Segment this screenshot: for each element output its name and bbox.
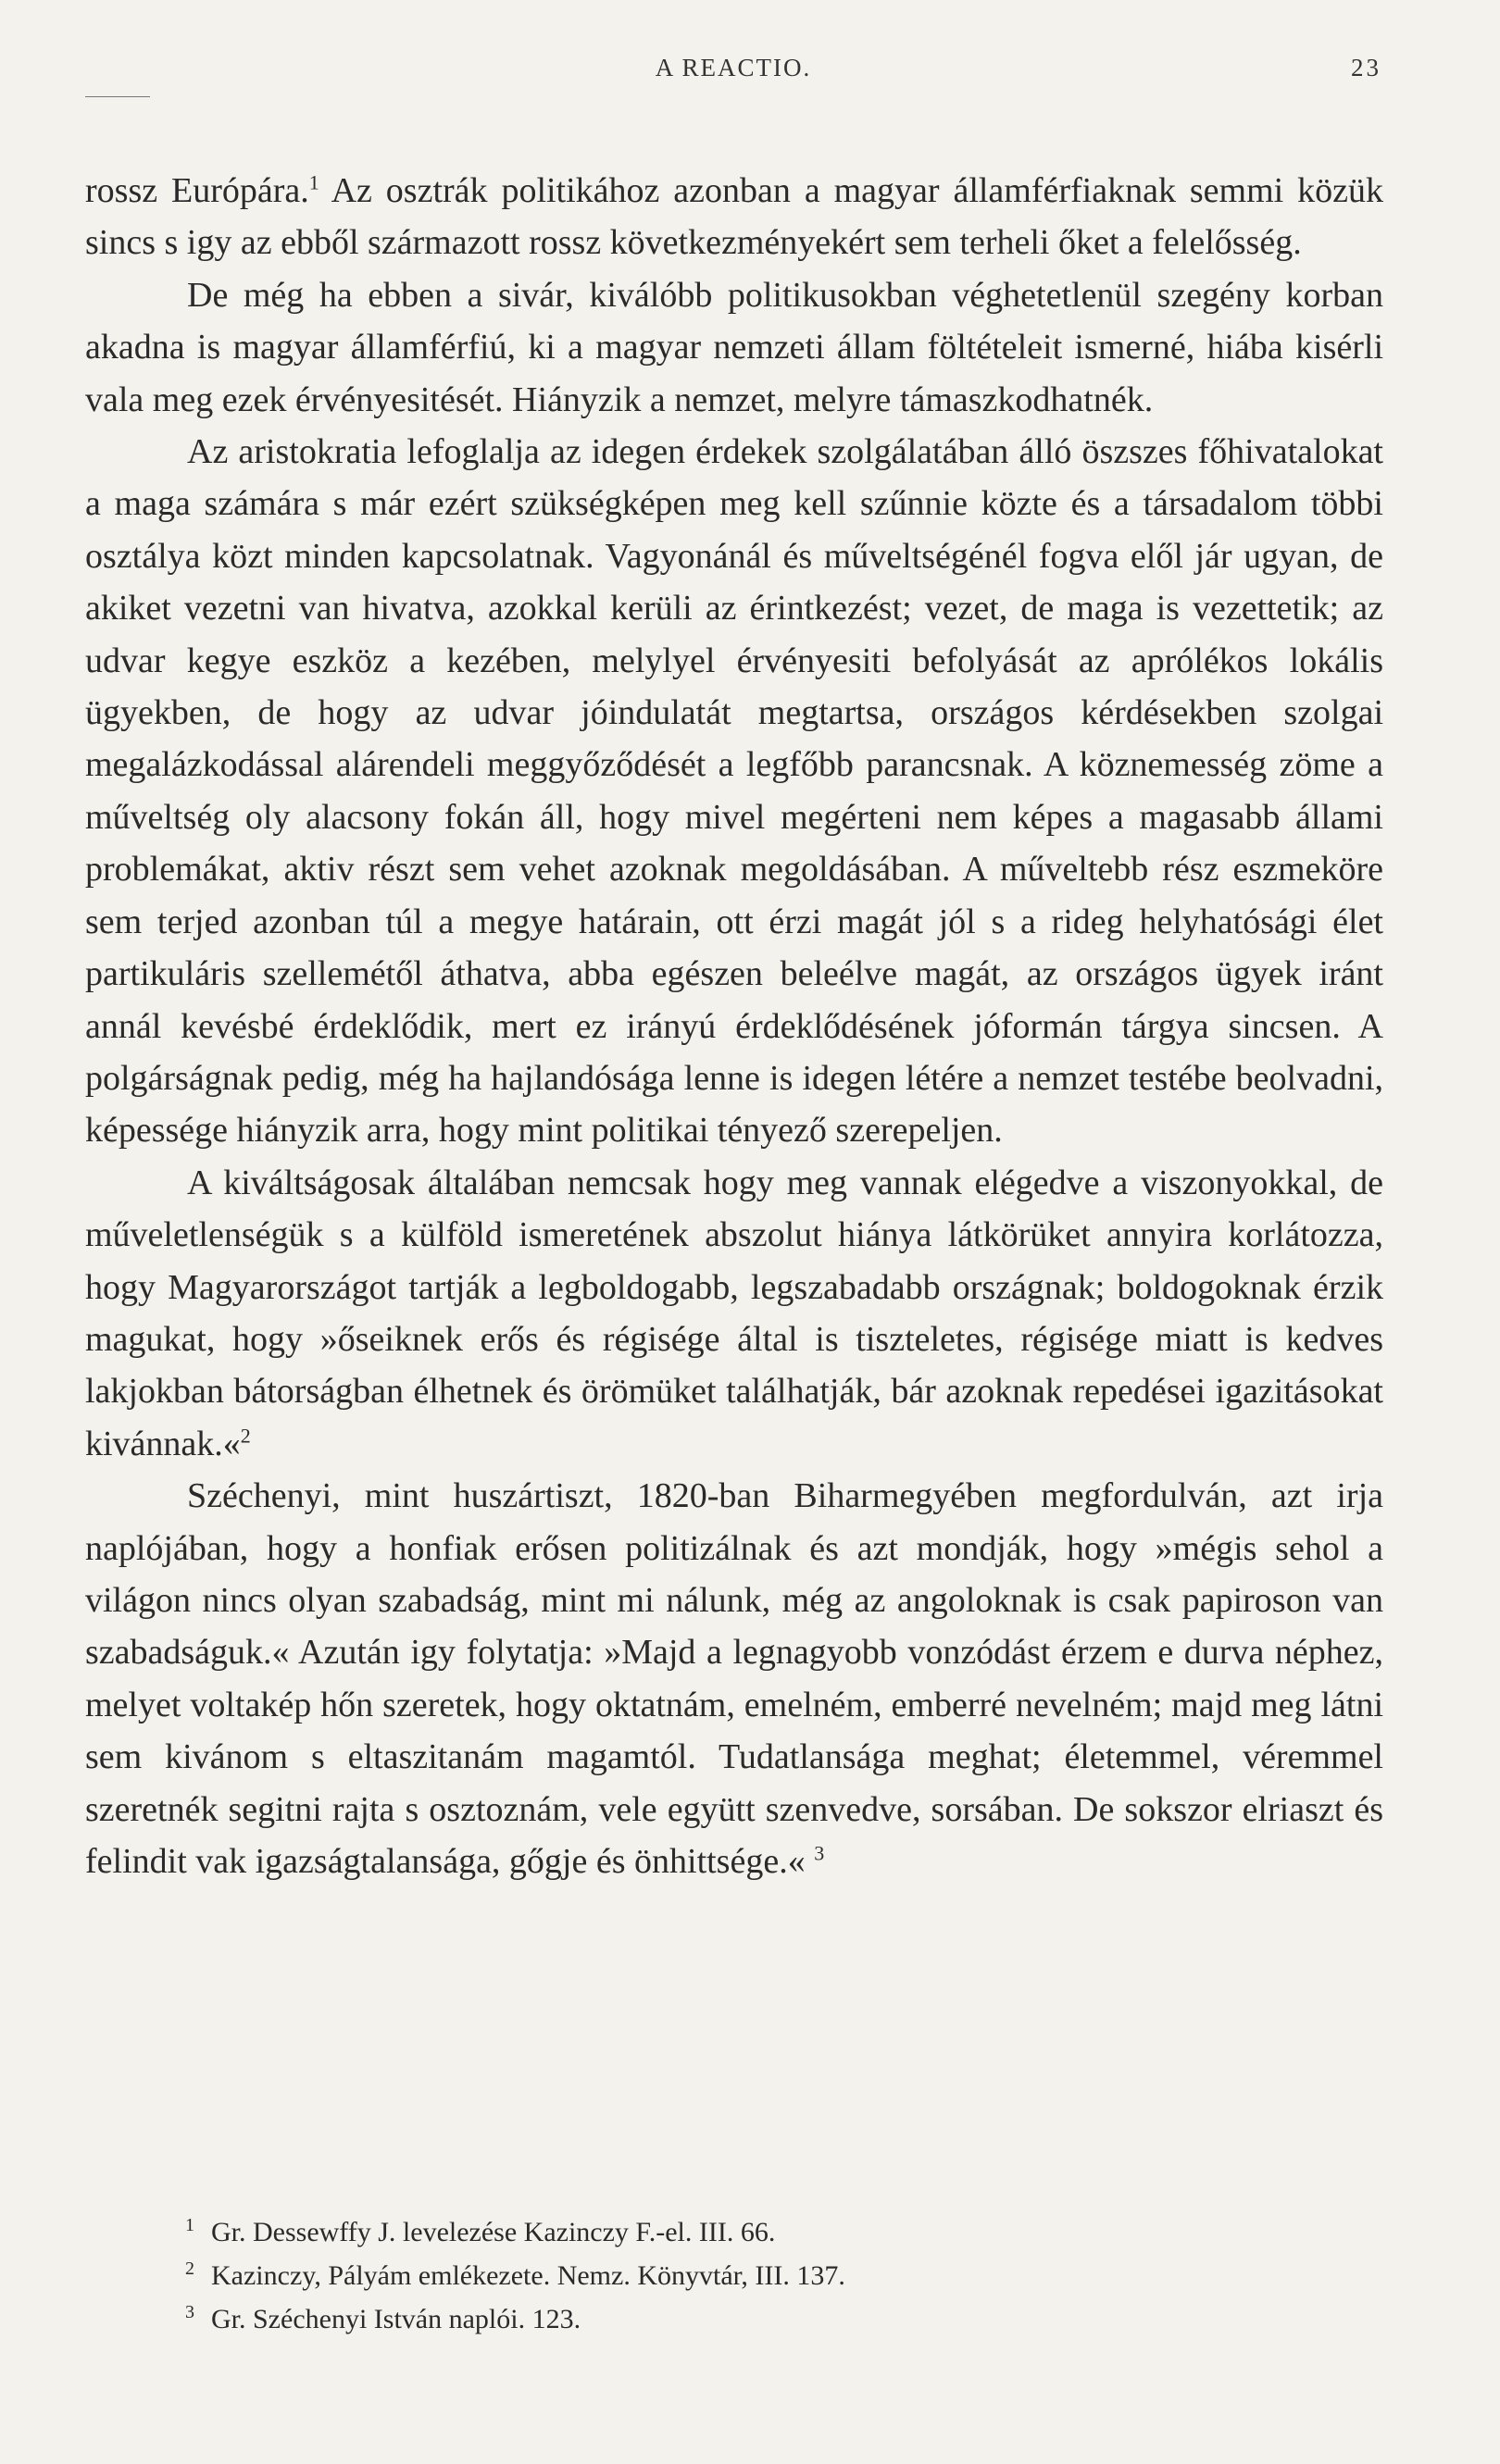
page-number: 23: [1351, 54, 1381, 81]
footnote-reference: 3: [814, 1841, 825, 1865]
running-title: A REACTIO.: [655, 54, 812, 81]
header-rule: [85, 96, 150, 97]
footnote-reference: 2: [240, 1424, 251, 1448]
body-text: [85, 165, 1383, 1887]
footnote-text: Kazinczy, Pályám emlékezete. Nemz. Könyvtár, III. 137.: [211, 2260, 845, 2291]
paragraph-text: Az aristokratia lefoglalja az idegen érdekek szolgálatában álló öszszes főhivatalokat a maga számára s már ezért szükségképen meg kell szűnnie közte és a társadalom többi osztálya közt minden kapcsolatnak. Vagyonánál és műveltségénél fogva elől jár ugyan, de akiket vezetni van hivatva, azokkal kerüli az érintkezést; vezet, de maga is vezettetik; az udvar kegye eszköz a kezében, melylyel érvényesiti befolyását az aprólékos lokális ügyekben, de hogy az udvar jóindulatát megtartsa, országos kérdésekben szolgai megalázkodással alárendeli meggyőződését a legfőbb parancsnak. A köznemesség zöme a műveltség oly alacsony fokán áll, hogy mivel megérteni nem képes a magasabb állami problemákat, aktiv részt sem vehet azoknak megoldásában. A műveltebb rész eszmeköre sem terjed azonban túl a megye határain, ott érzi magát jól s a rideg helyhatósági élet partikuláris szellemétől áthatva, abba egészen beleélve magát, az országos ügyek iránt annál kevésbé érdeklődik, mert ez irányú érdeklődésének jóformán tárgya sincsen. A polgárságnak pedig, még ha hajlandósága lenne is idegen létére a nemzet testébe beolvadni, képessége hiányzik arra, hogy mint politikai tényező szerepeljen.: [85, 432, 1383, 1151]
footnote-reference: 1: [308, 170, 319, 194]
paragraph-text: A kiváltságosak általában nemcsak hogy meg vannak elégedve a viszonyokkal, de műveletlenségük s a külföld ismeretének abszolut hiánya látkörüket annyira korlátozza, hogy Magyarországot tartják a legboldogabb, legszabadabb országnak; boldogoknak érzik magukat, hogy »őseiknek erős és régisége által is tiszteletes, régisége miatt is kedves lakjokban bátorságban élhetnek és örömüket találhatják, bár azoknak repedései igazitásokat kivánnak.«: [85, 1163, 1383, 1463]
page-header: [85, 54, 1381, 91]
paragraph: [85, 1157, 1383, 1470]
paragraph-text: rossz Európára.: [85, 171, 309, 210]
paragraph-text: Széchenyi, mint huszártiszt, 1820-ban Biharmegyében megfordulván, azt irja naplójában, hogy a honfiak erősen politizálnak és azt mondják, hogy »mégis sehol a világon nincs olyan szabadság, mint mi nálunk, még az angoloknak is csak papiroson van szabadságuk.« Azután igy folytatja: »Majd a legnagyobb vonzódást érzem e durva néphez, melyet voltakép hőn szeretek, hogy oktatnám, emelném, emberré nevelném; majd meg látni sem kivánom s eltaszitanám magamtól. Tudatlansága meghat; életemmel, véremmel szeretnék segitni rajta s osztoznám, vele együtt szenvedve, sorsában. De sokszor elriaszt és felindit vak igazságtalansága, gőgje és önhittsége.«: [85, 1476, 1383, 1881]
paragraph-text: De még ha ebben a sivár, kiválóbb politikusokban véghetetlenül szegény korban akadna is magyar államférfiú, ki a magyar nemzeti állam föltételeit ismerné, hiába kisérli vala meg ezek érvényesitését. Hiányzik a nemzet, melyre támaszkodhatnék.: [85, 275, 1383, 419]
paragraph: [85, 426, 1383, 1157]
footnote: 2 Kazinczy, Pályám emlékezete. Nemz. Könyvtár, III. 137.: [185, 2259, 845, 2291]
paragraph-text: Az osztrák politikához azonban a magyar államférfiaknak semmi közük sincs s igy az ebből származott rossz következményekért sem terheli őket a felelősség.: [85, 171, 1383, 263]
paragraph: [85, 165, 1383, 269]
footnotes: [185, 2210, 1296, 2341]
paragraph: [85, 1470, 1383, 1887]
paragraph: [85, 269, 1383, 426]
footnote: 1 Gr. Dessewffy J. levelezése Kazinczy F.-el. III. 66.: [185, 2215, 776, 2247]
footnote-text: Gr. Széchenyi István naplói. 123.: [211, 2304, 581, 2334]
footnote: 3 Gr. Széchenyi István naplói. 123.: [185, 2302, 581, 2334]
footnote-text: Gr. Dessewffy J. levelezése Kazinczy F.-el. III. 66.: [211, 2217, 776, 2247]
